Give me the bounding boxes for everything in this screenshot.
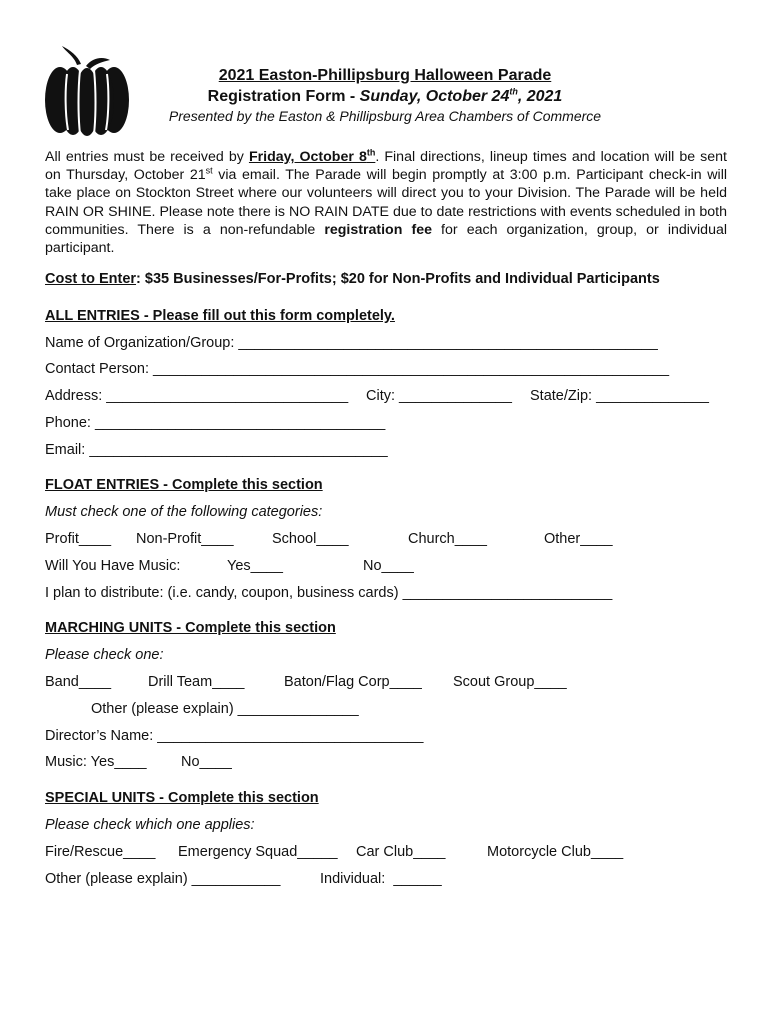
individual-field[interactable]: Individual: ______ xyxy=(320,871,442,887)
state-zip-field[interactable]: State/Zip: ______________ xyxy=(530,388,709,404)
contact-person-field[interactable]: Contact Person: ________________________________________________________________ xyxy=(45,361,670,377)
deadline: Friday, October 8th xyxy=(248,147,376,165)
registration-fee: registration fee xyxy=(324,221,432,238)
float-music-yes[interactable]: Yes____ xyxy=(227,558,283,574)
email-field[interactable]: Email: _____________________________________ xyxy=(45,442,388,458)
marching-option-baton-flag[interactable]: Baton/Flag Corp____ xyxy=(284,674,422,690)
all-entries-heading: ALL ENTRIES - Please fill out this form completely. xyxy=(45,308,395,324)
float-option-school[interactable]: School____ xyxy=(272,531,349,547)
distribute-field[interactable]: I plan to distribute: (i.e. candy, coupon, business cards) __________________________ xyxy=(45,585,613,601)
pumpkin-logo xyxy=(40,44,135,136)
float-entries-heading: FLOAT ENTRIES - Complete this section xyxy=(45,477,323,493)
marching-option-band[interactable]: Band____ xyxy=(45,674,112,690)
marching-option-drill-team[interactable]: Drill Team____ xyxy=(148,674,245,690)
special-option-motorcycle-club[interactable]: Motorcycle Club____ xyxy=(487,844,624,860)
float-instruction: Must check one of the following categories: xyxy=(45,504,323,520)
special-option-fire-rescue[interactable]: Fire/Rescue____ xyxy=(45,844,156,860)
phone-field[interactable]: Phone: ____________________________________ xyxy=(45,415,386,431)
city-field[interactable]: City: ______________ xyxy=(366,388,512,404)
organization-field[interactable]: Name of Organization/Group: ____________________________________________________ xyxy=(45,335,658,351)
form-title: 2021 Easton-Phillipsburg Halloween Parade xyxy=(218,67,552,84)
special-units-heading: SPECIAL UNITS - Complete this section xyxy=(45,790,319,806)
cost-to-enter: Cost to Enter: $35 Businesses/For-Profits; $20 for Non-Profits and Individual Participants xyxy=(45,271,660,287)
float-option-nonprofit[interactable]: Non-Profit____ xyxy=(136,531,234,547)
special-other-field[interactable]: Other (please explain) ___________ xyxy=(45,871,281,887)
form-subtitle xyxy=(140,88,630,106)
marching-option-scout-group[interactable]: Scout Group____ xyxy=(453,674,567,690)
marching-other-field[interactable]: Other (please explain) _______________ xyxy=(91,701,359,717)
parade-date: Sunday, October 24th, 2021 xyxy=(359,86,563,105)
marching-units-heading: MARCHING UNITS - Complete this section xyxy=(45,620,336,636)
marching-music-yes[interactable]: Music: Yes____ xyxy=(45,754,147,770)
float-music-no[interactable]: No____ xyxy=(363,558,414,574)
subtitle-prefix: Registration Form - xyxy=(207,88,360,105)
presented-by: Presented by the Easton & Phillipsburg Area Chambers of Commerce xyxy=(168,108,602,124)
float-option-church[interactable]: Church____ xyxy=(408,531,487,547)
marching-music-no[interactable]: No____ xyxy=(181,754,232,770)
float-music-label: Will You Have Music: xyxy=(45,558,181,574)
special-option-car-club[interactable]: Car Club____ xyxy=(356,844,446,860)
director-name-field[interactable]: Director’s Name: _________________________________ xyxy=(45,728,424,744)
intro-paragraph: All entries must be received by Friday, October 8th. Final directions, lineup times and location will be sent on Thursday, October 21st via email. The Parade will begin promptly at 3:00 p.m. Participant check-in will take place on Stockton Street where our volunteers will direct you to your Division. The Parade will be held RAIN OR SHINE. Please note there is NO RAIN DATE due to date restrictions with events scheduled in both communities. There is a non-refundable registration fee for each organization, group, or individual participant. xyxy=(45,147,727,257)
special-option-emergency-squad[interactable]: Emergency Squad_____ xyxy=(178,844,338,860)
address-field[interactable]: Address: ______________________________ xyxy=(45,388,349,404)
float-option-other[interactable]: Other____ xyxy=(544,531,613,547)
float-option-profit[interactable]: Profit____ xyxy=(45,531,112,547)
special-instruction: Please check which one applies: xyxy=(45,817,255,833)
marching-instruction: Please check one: xyxy=(45,647,164,663)
